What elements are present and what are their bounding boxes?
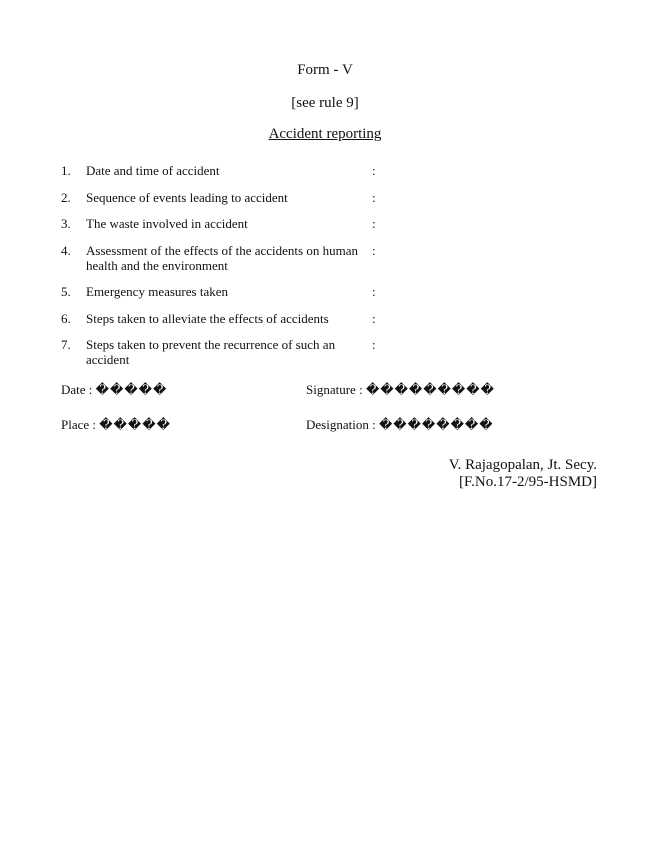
date-label: Date : [61,382,93,397]
signatory-block [449,457,597,491]
item-colon: : [372,189,376,205]
item-text: Steps taken to prevent the recurrence of such an accident [86,337,336,367]
signature-value: ��������� [365,382,495,397]
item-number: 6. [61,310,71,326]
item-number: 4. [61,242,71,258]
list-item [61,337,401,367]
item-colon: : [372,163,376,178]
place-value: ����� [99,417,171,432]
item-text: The waste involved in accident [86,216,248,231]
rule-reference: [see rule 9] [291,95,359,111]
item-colon: : [372,337,376,352]
file-number: [F.No.17-2/95-HSMD] [459,474,597,490]
item-text: Sequence of events leading to accident [86,189,288,205]
designation-field [306,417,494,433]
item-number: 1. [61,163,71,178]
date-value: ����� [95,382,168,397]
signatory-name: V. Rajagopalan, Jt. Secy. [448,457,597,473]
place-label: Place : [61,417,97,432]
form-title: Form - V [297,62,353,78]
item-number: 2. [61,189,71,205]
list-item [61,163,401,178]
item-text: Steps taken to alleviate the effects of accidents [86,310,329,326]
item-number: 7. [61,337,71,352]
list-item [61,243,401,273]
designation-label: Designation : [306,417,376,432]
report-items-list [61,163,401,379]
signature-field [306,382,495,398]
item-colon: : [372,242,376,258]
item-colon: : [372,284,376,299]
item-colon: : [372,310,376,326]
place-field [61,417,171,433]
list-item [61,190,401,205]
item-colon: : [372,216,376,231]
date-field [61,382,167,398]
designation-value: �������� [378,417,494,432]
list-item [61,216,401,231]
item-text: Date and time of accident [86,163,220,178]
form-heading: Accident reporting [268,126,382,142]
signature-label: Signature : [306,382,363,397]
list-item [61,284,401,299]
item-number: 3. [61,216,71,231]
item-text: Assessment of the effects of the accidents on human health and the environment [86,242,358,273]
item-number: 5. [61,284,71,299]
list-item [61,311,401,326]
item-text: Emergency measures taken [86,284,228,299]
